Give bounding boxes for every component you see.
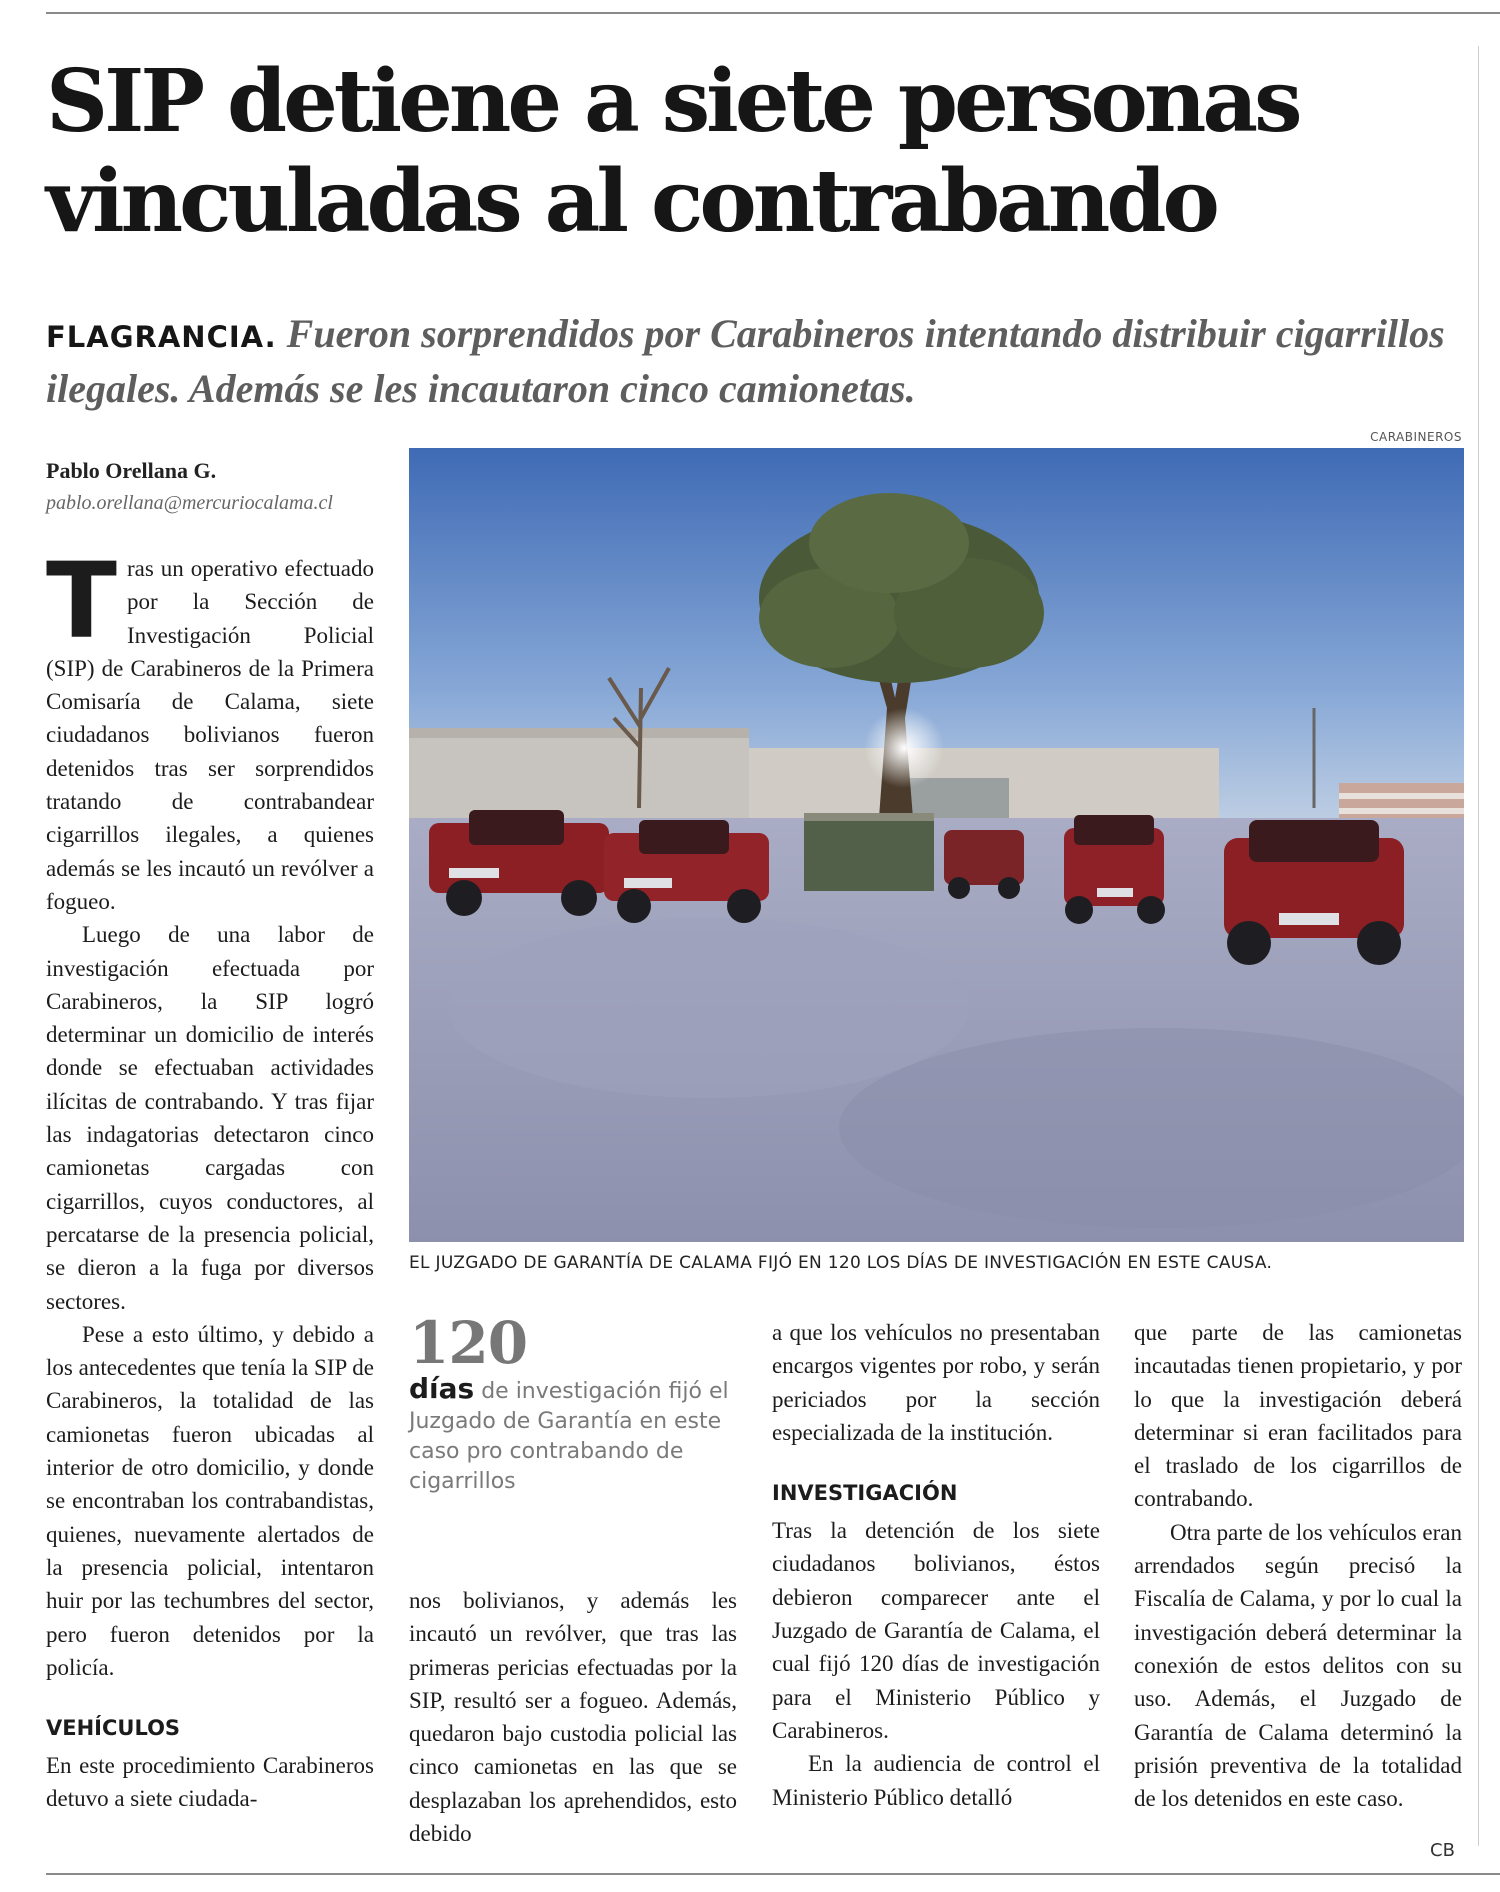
subhead-vehiculos: VEHÍCULOS [46,1716,181,1741]
paragraph-1: Tras un operativo efectuado por la Sección de Investigación Policial (SIP) de Carabineros de la Primera Comisaría de Calama, siete ciudadanos bolivianos fueron detenidos tras ser sorprendidos tratando de contrabandear cigarrillos ilegales, a quienes además se les incautó un revólver a fogueo. [46,540,374,914]
parking-lot-illustration [409,448,1464,1242]
article-column-2 [409,1584,737,1850]
stat-callout [409,1309,739,1497]
kicker: FLAGRANCIA. [46,320,277,354]
paragraph-4a: En este procedimiento Carabineros detuvo a siete ciudada- [46,1753,374,1812]
author-name: Pablo Orellana G. [46,458,217,483]
photo-credit: CARABINEROS [1370,430,1462,444]
paragraph-6a: En la audiencia de control el Ministerio Público detalló [772,1751,1100,1810]
paragraph-6b: que parte de las camionetas incautadas tienen propietario, y por lo que la investigación deberá determinar si eran facilitados para el traslado de los cigarrillos de contrabando. [1134,1320,1462,1512]
stat-description: de investigación fijó el Juzgado de Garantía en este caso pro contrabando de cigarrillos [409,1379,729,1494]
headline: SIP detiene a siete personas vinculadas al contrabando [46,51,1299,252]
paragraph-4b: nos bolivianos, y además les incautó un revólver, que tras las primeras pericias efectuadas por la SIP, resultó ser a fogueo. Además, quedaron bajo custodia policial las cinco camionetas en las que se desplazaban los aprehendidos, esto debido [409,1588,737,1847]
deck [46,308,1446,415]
photo-caption: EL JUZGADO DE GARANTÍA DE CALAMA FIJÓ EN 120 LOS DÍAS DE INVESTIGACIÓN EN ESTE CAUSA. [409,1253,1273,1273]
end-mark: CB [1430,1840,1455,1861]
paragraph-2: Luego de una labor de investigación efectuada por Carabineros, la SIP logró determinar un domicilio de interés donde se efectuaban actividades ilícitas de contrabando. Y tras fijar las indagatorias detectaron cinco camionetas cargadas con cigarrillos, cuyos conductores, al percatarse de la presencia policial, se dieron a la fuga por diversos sectores. [46,922,374,1314]
paragraph-4c: a que los vehículos no presentaban encargos vigentes por robo, y serán periciados por la sección especializada de la institución. [772,1320,1100,1445]
article-column-4 [1134,1316,1462,1815]
deck-text: Fueron sorprendidos por Carabineros intentando distribuir cigarrillos ilegales. Además se les incautaron cinco camionetas. [46,311,1445,411]
news-photo [409,448,1464,1242]
article-column-1 [46,540,374,1816]
top-rule [46,12,1500,14]
article-column-3 [772,1316,1100,1814]
paragraph-3: Pese a esto último, y debido a los antecedentes que tenía la SIP de Carabineros, la totalidad de las camionetas fueron ubicadas al interior de otro domicilio, y donde se encontraban los contrabandistas, quienes, nuevamente alertados de la presencia policial, intentaron huir por las techumbres del sector, pero fueron detenidos por la policía. [46,1321,374,1680]
paragraph-5: Tras la detención de los siete ciudadanos bolivianos, éstos debieron comparecer ante el Juzgado de Garantía de Calama, el cual fijó 120 días de investigación para el Ministerio Público y Carabineros. [772,1518,1100,1743]
drop-cap: T [46,540,117,662]
column-divider [1478,46,1479,1846]
stat-unit: días [409,1372,475,1405]
paragraph-7: Otra parte de los vehículos eran arrendados según precisó la Fiscalía de Calama, y por lo cual la investigación deberá determinar la conexión de estos delitos con su uso. Además, el Juzgado de Garantía de Calama determinó la prisión preventiva de la totalidad de los detenidos en este caso. [1134,1519,1462,1812]
subhead-investigacion: INVESTIGACIÓN [772,1481,958,1506]
author-email[interactable]: pablo.orellana@mercuriocalama.cl [46,492,333,514]
stat-number: 120 [409,1309,528,1377]
bottom-rule [46,1873,1500,1875]
